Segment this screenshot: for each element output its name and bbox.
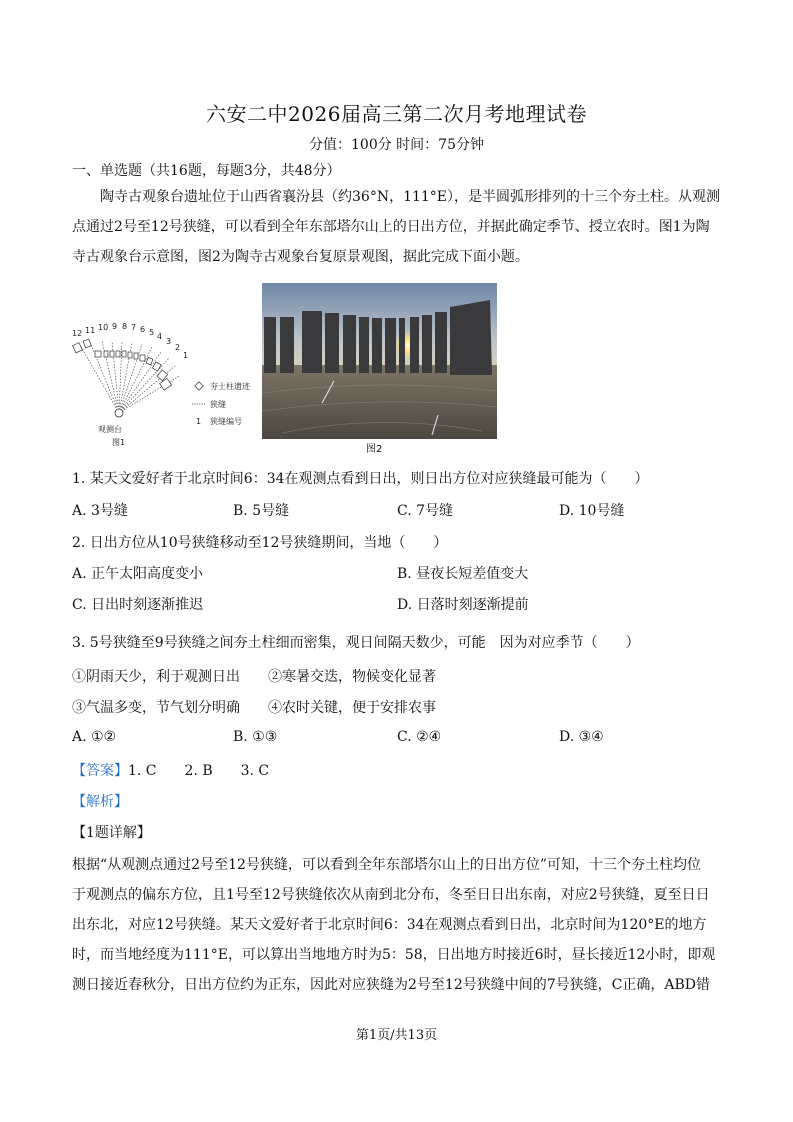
detail-line: 出东北，对应12号狭缝。某天文爱好者于北京时间6：34在观测点看到日出，北京时间为120°E的地方 [72, 917, 707, 933]
q1-option-c: C. 7号缝 [397, 503, 454, 519]
question-2-stem: 2. 日出方位从10号狭缝移动至12号狭缝期间，当地（ ） [72, 535, 448, 551]
detail-label: 【1题详解】 [72, 825, 151, 841]
legend-number: 狭缝编号 [210, 417, 242, 426]
question-3-stem: 3. 5号狭缝至9号狭缝之间夯土柱细而密集，观日间隔天数少，可能 因为对应季节（ ） [72, 635, 640, 651]
observatory-photo [262, 283, 497, 439]
slit-number: 10 [98, 323, 109, 332]
q3-option-c: C. ②④ [397, 729, 442, 745]
q1-option-a: A. 3号缝 [72, 503, 128, 519]
figure-2-caption: 图2 [366, 444, 383, 455]
q1-option-b: B. 5号缝 [233, 503, 290, 519]
platform-label: 观测台 [98, 425, 122, 434]
intro-line: 寺古观象台示意图，图2为陶寺古观象台复原景观图，据此完成下面小题。 [72, 249, 529, 265]
answer-label: 【答案】 [72, 763, 128, 779]
answer-text: 1. C 2. B 3. C [128, 763, 270, 779]
slit-number: 12 [72, 329, 83, 338]
slit-number: 2 [175, 343, 181, 352]
slit-number: 5 [149, 328, 155, 337]
intro-line: 点通过2号至12号狭缝，可以看到全年东部塔尔山上的日出方位，并据此确定季节、授立农时。图1为陶 [72, 219, 710, 235]
figure-1-caption: 图1 [112, 438, 126, 447]
q3-option-a: A. ①② [72, 729, 117, 745]
page-title: 六安二中2026届高三第二次月考地理试卷 [206, 102, 587, 126]
detail-line: 测日接近春秋分，日出方位约为正东，因此对应狭缝为2号至12号狭缝中间的7号狭缝，C正确，ABD错 [72, 977, 710, 993]
section-heading: 一、单选题（共16题，每题3分，共48分） [72, 163, 341, 179]
q2-option-d: D. 日落时刻逐渐提前 [397, 597, 529, 613]
figure-2-photo [262, 283, 497, 439]
slit-number: 11 [85, 326, 96, 335]
slit-number: 3 [166, 337, 172, 346]
intro-paragraph [72, 182, 724, 272]
q3-option-b: B. ①③ [233, 729, 278, 745]
legend-number-symbol: 1 [196, 417, 202, 426]
q2-option-b: B. 昼夜长短差值变大 [397, 566, 529, 582]
answer-row [72, 760, 269, 780]
slit-number: 4 [157, 332, 163, 341]
q1-option-d: D. 10号缝 [559, 503, 625, 519]
page-subtitle: 分值：100分 时间：75分钟 [309, 137, 484, 153]
slit-number: 7 [131, 323, 137, 332]
q3-statement-line: ③气温多变，节气划分明确 ④农时关键，便于安排农事 [72, 700, 436, 716]
page-footer: 第1页/共13页 [355, 1028, 438, 1043]
detail-paragraph [72, 850, 724, 1000]
q2-option-a: A. 正午太阳高度变小 [72, 566, 204, 582]
intro-line: 陶寺古观象台遗址位于山西省襄汾县（约36°N，111°E），是半圆弧形排列的十三个夯土柱。从观测 [100, 189, 721, 205]
slit-number: 1 [183, 351, 189, 360]
detail-line: 时，而当地经度为111°E，可以算出当地地方时为5：58，日出地方时接近6时，昼长接近12小时，即观 [72, 947, 716, 963]
analysis-label: 【解析】 [72, 794, 128, 810]
detail-line: 于观测点的偏东方位，且1号至12号狭缝依次从南到北分布，冬至日日出东南，对应2号狭缝，夏至日日 [72, 887, 710, 903]
slit-number: 8 [122, 322, 128, 331]
question-1-stem: 1. 某天文爱好者于北京时间6：34在观测点看到日出，则日出方位对应狭缝最可能为（ ） [72, 471, 649, 487]
legend-slit: 狭缝 [210, 400, 226, 409]
detail-line: 根据“从观测点通过2号至12号狭缝，可以看到全年东部塔尔山上的日出方位”可知，十三个夯土柱均位 [72, 857, 702, 873]
q3-statement-line: ①阴雨天少，利于观测日出 ②寒暑交迭，物候变化显著 [72, 669, 436, 685]
observatory-diagram [68, 318, 268, 448]
slit-number: 9 [112, 322, 118, 331]
q3-option-d: D. ③④ [559, 729, 604, 745]
legend-pillar: 夯土柱遗迹 [210, 382, 250, 391]
figure-1-diagram [68, 318, 268, 448]
q2-option-c: C. 日出时刻逐渐推迟 [72, 597, 204, 613]
slit-number: 6 [140, 325, 146, 334]
